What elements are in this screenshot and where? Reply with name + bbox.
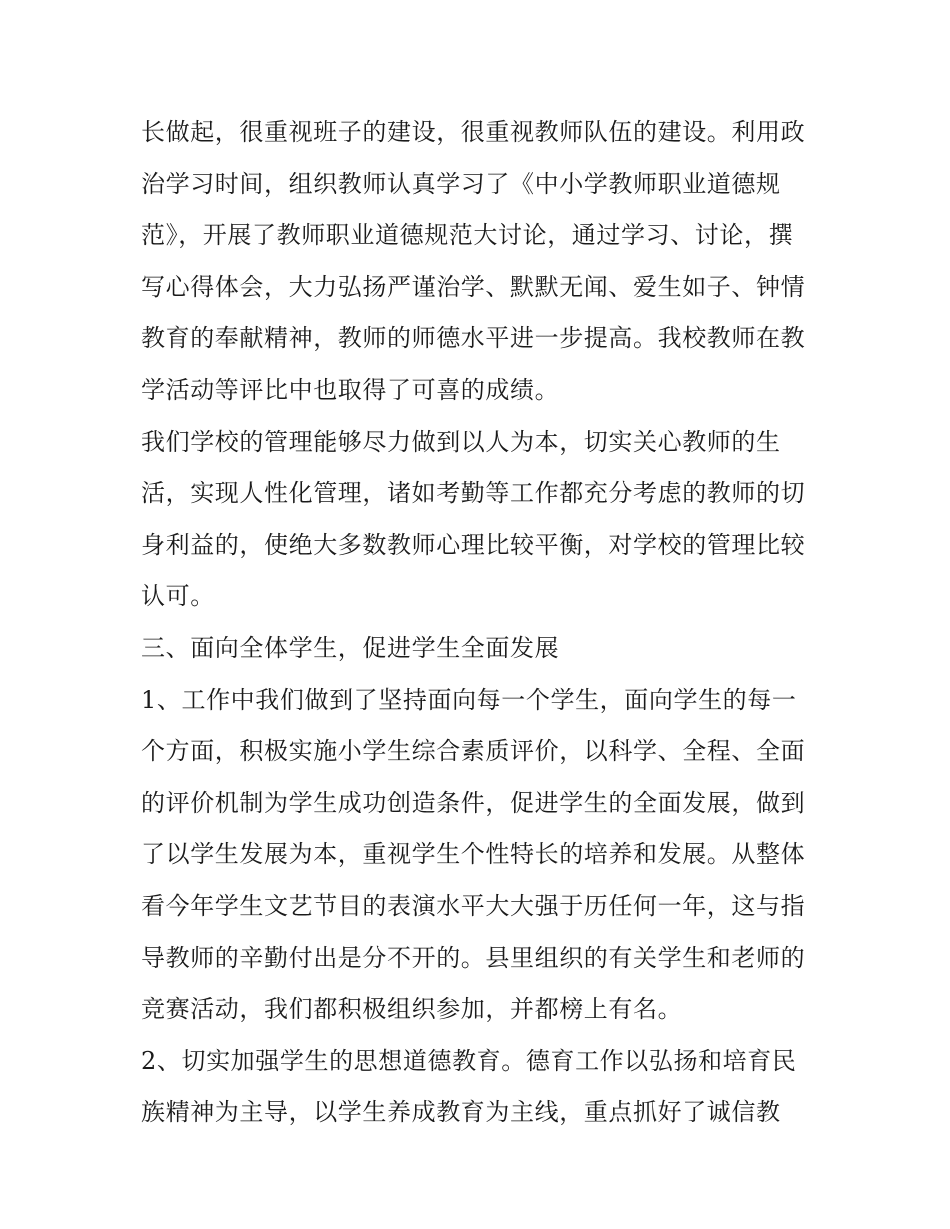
- text-line: 写心得体会，大力弘扬严谨治学、默默无闻、爱生如子、钟情: [141, 272, 806, 301]
- section-heading: 三、面向全体学生，促进学生全面发展: [141, 633, 560, 662]
- text-line: 教育的奉献精神，教师的师德水平进一步提高。我校教师在教: [141, 324, 806, 353]
- text-line: 1、工作中我们做到了坚持面向每一个学生，面向学生的每一: [141, 685, 797, 714]
- text-line: 看今年学生文艺节目的表演水平大大强于历任何一年，这与指: [141, 891, 806, 920]
- text-line: 2、切实加强学生的思想道德教育。德育工作以弘扬和培育民: [141, 1046, 797, 1075]
- text-line: 身利益的，使绝大多数教师心理比较平衡，对学校的管理比较: [141, 530, 806, 559]
- text-line: 族精神为主导，以学生养成教育为主线，重点抓好了诚信教: [141, 1098, 781, 1127]
- text-line: 的评价机制为学生成功创造条件，促进学生的全面发展，做到: [141, 788, 806, 817]
- text-line: 学活动等评比中也取得了可喜的成绩。: [141, 375, 560, 404]
- text-line: 我们学校的管理能够尽力做到以人为本，切实关心教师的生: [141, 427, 781, 456]
- text-line: 导教师的辛勤付出是分不开的。县里组织的有关学生和老师的: [141, 943, 806, 972]
- text-line: 个方面，积极实施小学生综合素质评价，以科学、全程、全面: [141, 737, 806, 766]
- document-body: [141, 107, 821, 1139]
- text-line: 认可。: [141, 582, 215, 611]
- text-line: 活，实现人性化管理，诸如考勤等工作都充分考虑的教师的切: [141, 479, 806, 508]
- text-line: 治学习时间，组织教师认真学习了《中小学教师职业道德规: [141, 169, 781, 198]
- text-line: 范》，开展了教师职业道德规范大讨论，通过学习、讨论，撰: [141, 221, 794, 250]
- text-line: 了以学生发展为本，重视学生个性特长的培养和发展。从整体: [141, 840, 806, 869]
- text-line: 竞赛活动，我们都积极组织参加，并都榜上有名。: [141, 995, 683, 1024]
- text-line: 长做起，很重视班子的建设，很重视教师队伍的建设。利用政: [141, 118, 806, 146]
